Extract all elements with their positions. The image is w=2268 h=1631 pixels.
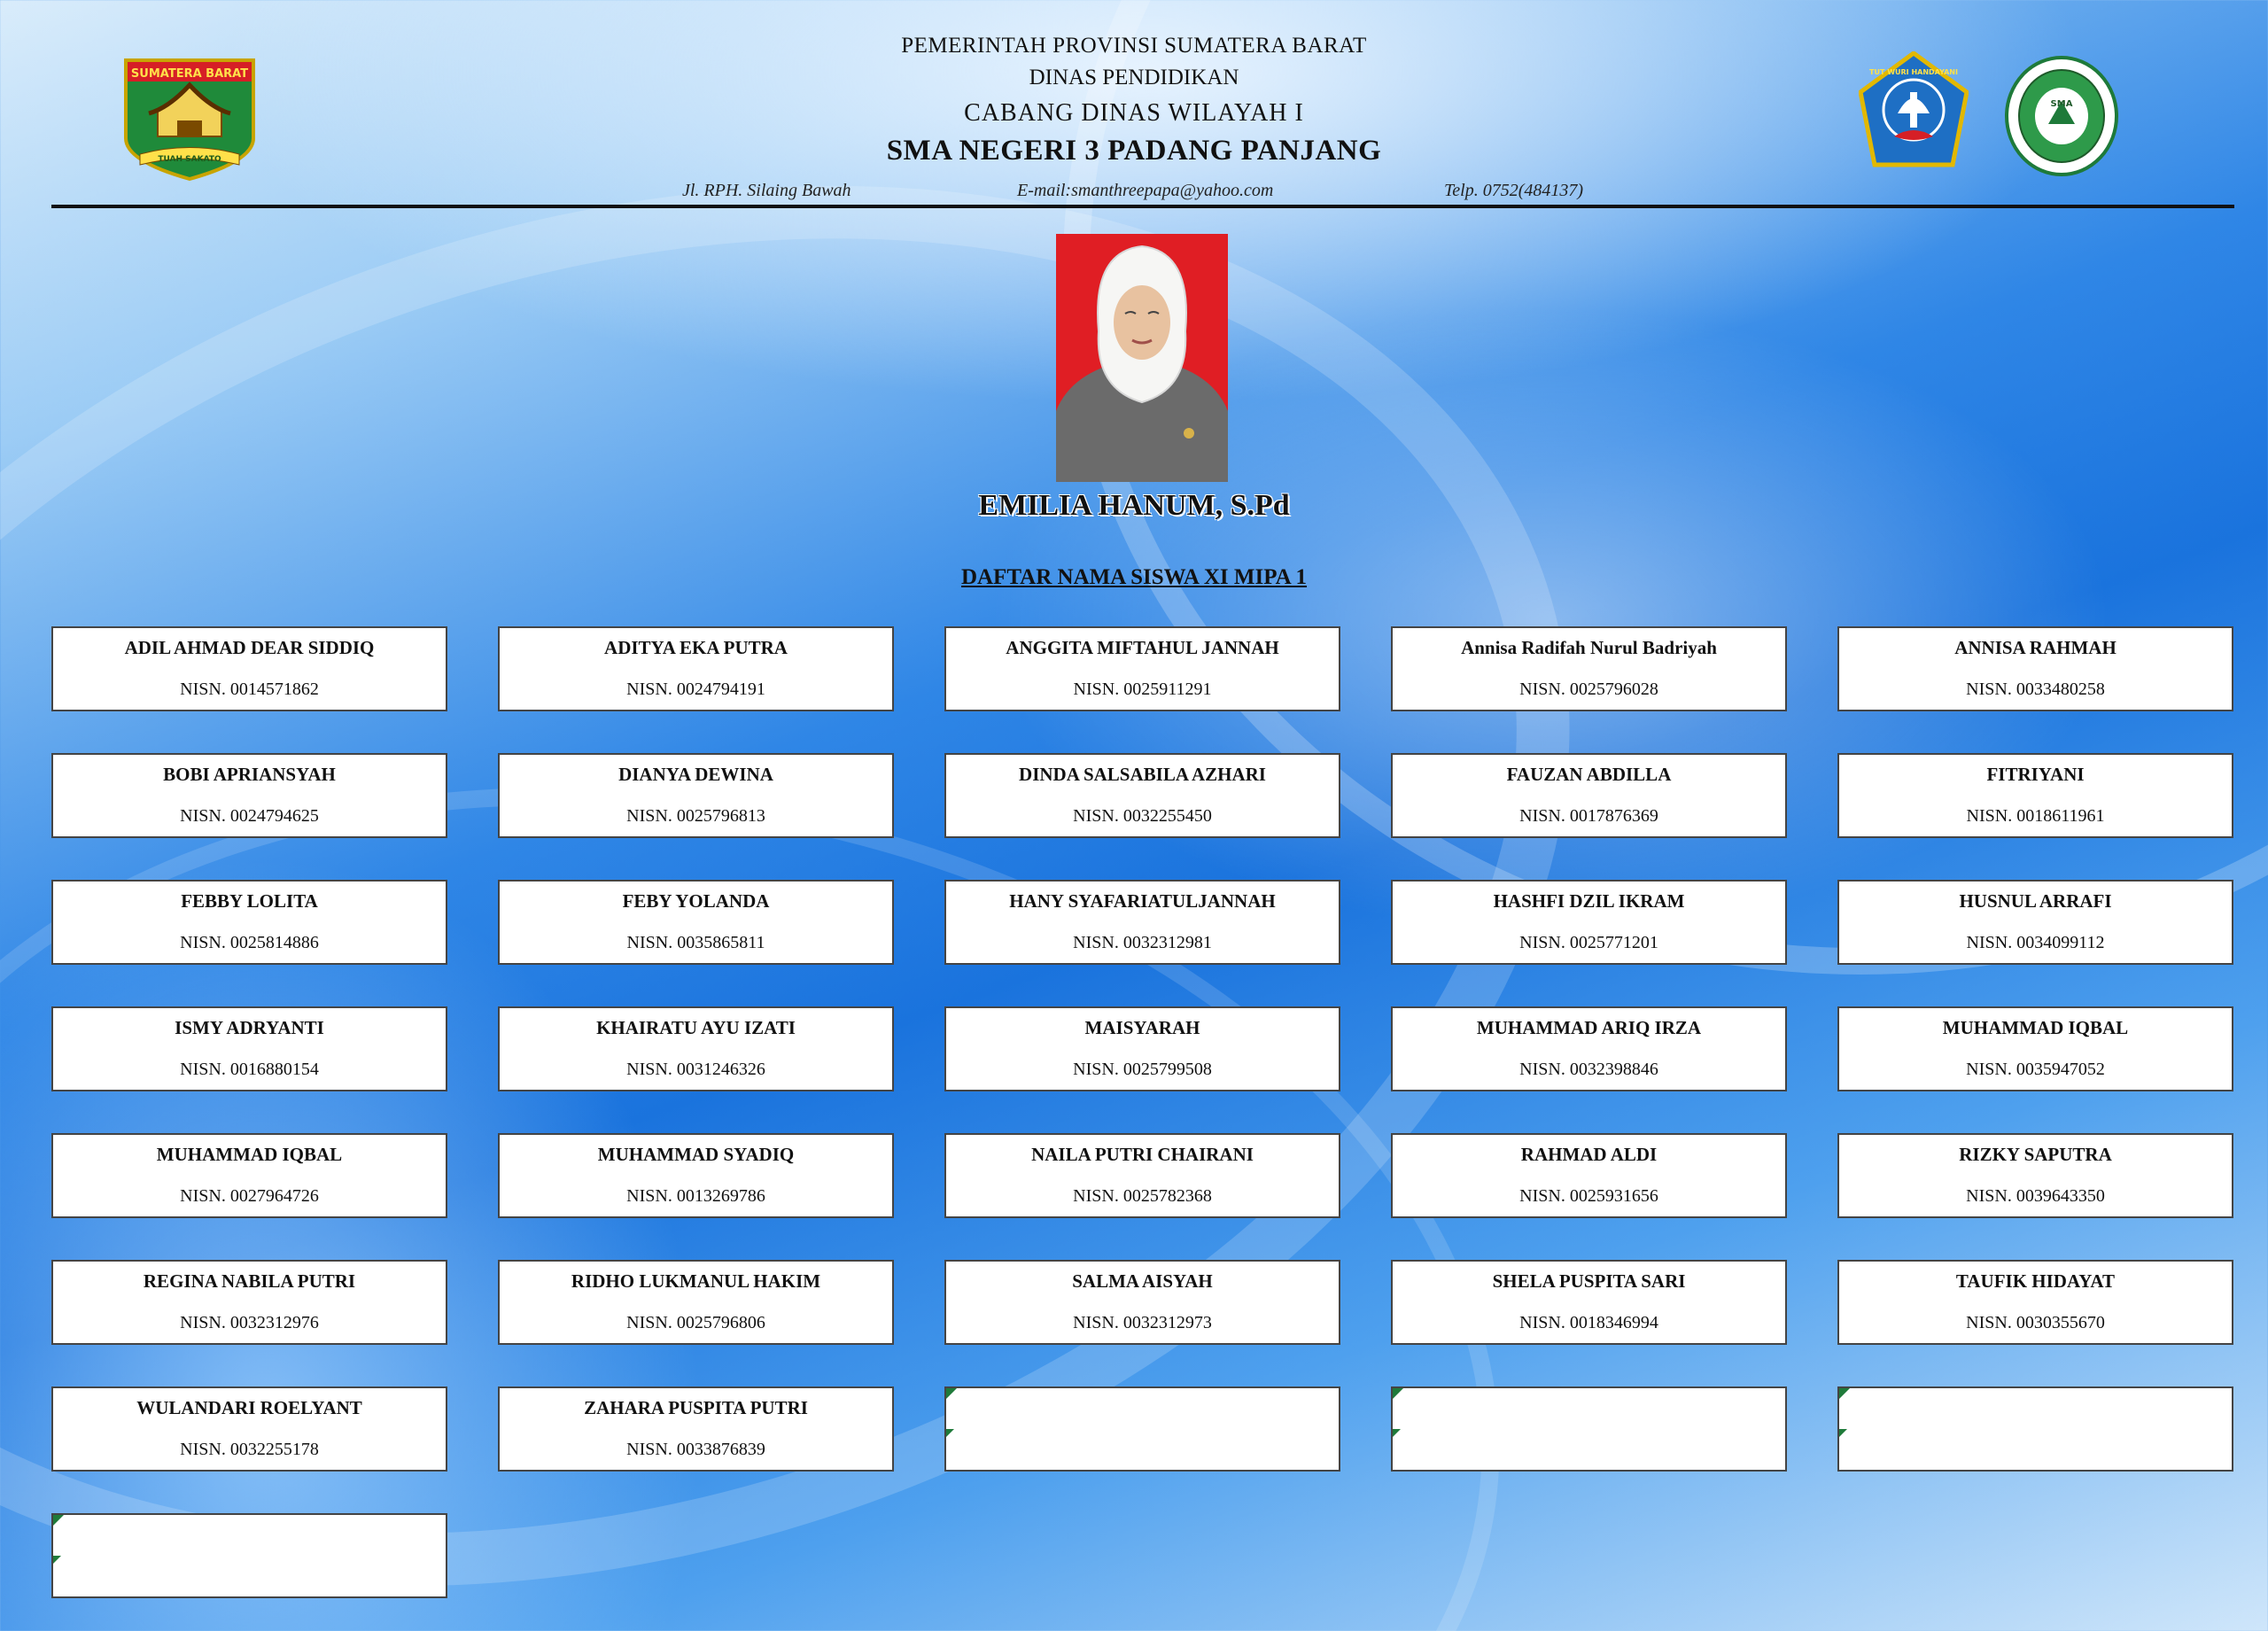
student-card — [1837, 1133, 2233, 1218]
student-card — [51, 753, 447, 838]
student-name: ANNISA RAHMAH — [1954, 637, 2117, 658]
student-name: MUHAMMAD ARIQ IRZA — [1476, 1017, 1702, 1038]
empty-student-card — [1391, 1386, 1787, 1472]
student-card — [51, 1386, 447, 1472]
student-nisn: NISN. 0016880154 — [180, 1060, 319, 1079]
student-name: FEBBY LOLITA — [181, 890, 318, 912]
student-card — [1391, 1133, 1787, 1218]
student-nisn: NISN. 0032312973 — [1073, 1313, 1212, 1332]
student-name: FAUZAN ABDILLA — [1506, 764, 1672, 785]
student-name: RAHMAD ALDI — [1520, 1144, 1658, 1165]
student-name: ADITYA EKA PUTRA — [604, 637, 788, 658]
student-card — [1837, 1260, 2233, 1345]
student-card — [498, 1133, 894, 1218]
school-phone: Telp. 0752(484137) — [1444, 181, 1584, 200]
student-nisn: NISN. 0035947052 — [1966, 1060, 2105, 1079]
student-card — [944, 1133, 1340, 1218]
student-nisn: NISN. 0032255178 — [180, 1440, 319, 1459]
student-card — [51, 1260, 447, 1345]
student-nisn: NISN. 0024794625 — [180, 806, 319, 826]
student-nisn: NISN. 0018346994 — [1519, 1313, 1658, 1332]
school-email: E-mail:smanthreepapa@yahoo.com — [1017, 181, 1274, 200]
student-name: RIZKY SAPUTRA — [1959, 1144, 2112, 1165]
student-name: NAILA PUTRI CHAIRANI — [1031, 1144, 1254, 1165]
student-nisn: NISN. 0025796806 — [626, 1313, 765, 1332]
student-card — [944, 753, 1340, 838]
student-card — [944, 1260, 1340, 1345]
student-card — [51, 1006, 447, 1091]
logo-left-motto: TUAH SAKATO — [158, 155, 221, 164]
student-card — [498, 626, 894, 711]
student-nisn: NISN. 0039643350 — [1966, 1186, 2105, 1206]
student-nisn: NISN. 0018611961 — [1966, 806, 2105, 826]
student-name: TAUFIK HIDAYAT — [1955, 1270, 2116, 1292]
student-name: ADIL AHMAD DEAR SIDDIQ — [124, 637, 375, 658]
school-address: Jl. RPH. Silaing Bawah — [682, 181, 851, 200]
letterhead-line2: DINAS PENDIDIKAN — [1029, 66, 1239, 89]
student-name: SALMA AISYAH — [1072, 1270, 1213, 1292]
student-card — [1391, 626, 1787, 711]
student-card — [944, 1006, 1340, 1091]
student-nisn: NISN. 0034099112 — [1966, 933, 2105, 952]
student-name: BOBI APRIANSYAH — [163, 764, 336, 785]
student-name: REGINA NABILA PUTRI — [143, 1270, 356, 1292]
student-nisn: NISN. 0025799508 — [1073, 1060, 1212, 1079]
student-nisn: NISN. 0017876369 — [1519, 806, 1658, 826]
logo-left-text: SUMATERA BARAT — [130, 67, 249, 81]
student-name: HANY SYAFARIATULJANNAH — [1009, 890, 1276, 912]
student-card — [498, 1386, 894, 1472]
student-nisn: NISN. 0032312976 — [180, 1313, 319, 1332]
student-name: ANGGITA MIFTAHUL JANNAH — [1006, 637, 1279, 658]
student-name: HASHFI DZIL IKRAM — [1493, 890, 1685, 912]
student-nisn: NISN. 0031246326 — [626, 1060, 765, 1079]
logo-right2-text: SMA — [2050, 99, 2073, 109]
logo-right1-text: TUT WURI HANDAYANI — [1869, 68, 1958, 76]
student-nisn: NISN. 0025931656 — [1519, 1186, 1658, 1206]
student-card — [498, 880, 894, 965]
student-name: MUHAMMAD IQBAL — [156, 1144, 343, 1165]
student-card — [944, 880, 1340, 965]
student-nisn: NISN. 0032255450 — [1073, 806, 1212, 826]
empty-student-card — [944, 1386, 1340, 1472]
teacher-photo — [1056, 234, 1228, 482]
student-nisn: NISN. 0025796028 — [1519, 680, 1658, 699]
student-name: MUHAMMAD IQBAL — [1942, 1017, 2129, 1038]
student-card — [1837, 626, 2233, 711]
student-nisn: NISN. 0025796813 — [626, 806, 765, 826]
student-card — [1391, 1006, 1787, 1091]
student-nisn: NISN. 0032398846 — [1519, 1060, 1658, 1079]
student-card — [51, 880, 447, 965]
student-name: KHAIRATU AYU IZATI — [596, 1017, 796, 1038]
student-card — [498, 1006, 894, 1091]
school-name: SMA NEGERI 3 PADANG PANJANG — [886, 135, 1382, 167]
student-name: MAISYARAH — [1084, 1017, 1200, 1038]
letterhead-line3: CABANG DINAS WILAYAH I — [964, 99, 1304, 127]
student-nisn: NISN. 0025771201 — [1519, 933, 1658, 952]
student-name: WULANDARI ROELYANT — [136, 1397, 362, 1418]
letterhead-line1: PEMERINTAH PROVINSI SUMATERA BARAT — [901, 34, 1367, 58]
student-name: MUHAMMAD SYADIQ — [597, 1144, 795, 1165]
student-nisn: NISN. 0030355670 — [1966, 1313, 2105, 1332]
teacher-name: EMILIA HANUM, S.Pd — [978, 489, 1290, 522]
student-name: SHELA PUSPITA SARI — [1492, 1270, 1686, 1292]
student-card — [1837, 880, 2233, 965]
student-name: ZAHARA PUSPITA PUTRI — [584, 1397, 808, 1418]
student-name: RIDHO LUKMANUL HAKIM — [571, 1270, 821, 1292]
student-name: HUSNUL ARRAFI — [1959, 890, 2112, 912]
student-nisn: NISN. 0025911291 — [1073, 680, 1212, 699]
student-card — [1391, 753, 1787, 838]
student-nisn: NISN. 0032312981 — [1073, 933, 1212, 952]
student-name: Annisa Radifah Nurul Badriyah — [1461, 637, 1717, 658]
empty-student-card — [51, 1513, 447, 1598]
student-card — [51, 1133, 447, 1218]
student-nisn: NISN. 0027964726 — [180, 1186, 319, 1206]
header-divider — [51, 205, 2234, 208]
student-card — [1837, 1006, 2233, 1091]
student-name: DINDA SALSABILA AZHARI — [1019, 764, 1266, 785]
student-card — [498, 753, 894, 838]
student-card — [498, 1260, 894, 1345]
student-nisn: NISN. 0033876839 — [626, 1440, 765, 1459]
student-nisn: NISN. 0025814886 — [180, 933, 319, 952]
student-nisn: NISN. 0035865811 — [626, 933, 765, 952]
student-card — [1837, 753, 2233, 838]
student-card — [1391, 1260, 1787, 1345]
student-card — [944, 626, 1340, 711]
student-nisn: NISN. 0033480258 — [1966, 680, 2105, 699]
student-name: ISMY ADRYANTI — [175, 1017, 324, 1038]
student-name: DIANYA DEWINA — [618, 764, 773, 785]
student-nisn: NISN. 0014571862 — [180, 680, 319, 699]
student-list-title: DAFTAR NAMA SISWA XI MIPA 1 — [960, 565, 1308, 589]
student-name: FEBY YOLANDA — [622, 890, 770, 912]
student-nisn: NISN. 0024794191 — [626, 680, 765, 699]
student-card — [1391, 880, 1787, 965]
student-nisn: NISN. 0025782368 — [1073, 1186, 1212, 1206]
student-card — [51, 626, 447, 711]
student-nisn: NISN. 0013269786 — [626, 1186, 765, 1206]
empty-student-card — [1837, 1386, 2233, 1472]
student-name: FITRIYANI — [1986, 764, 2085, 785]
